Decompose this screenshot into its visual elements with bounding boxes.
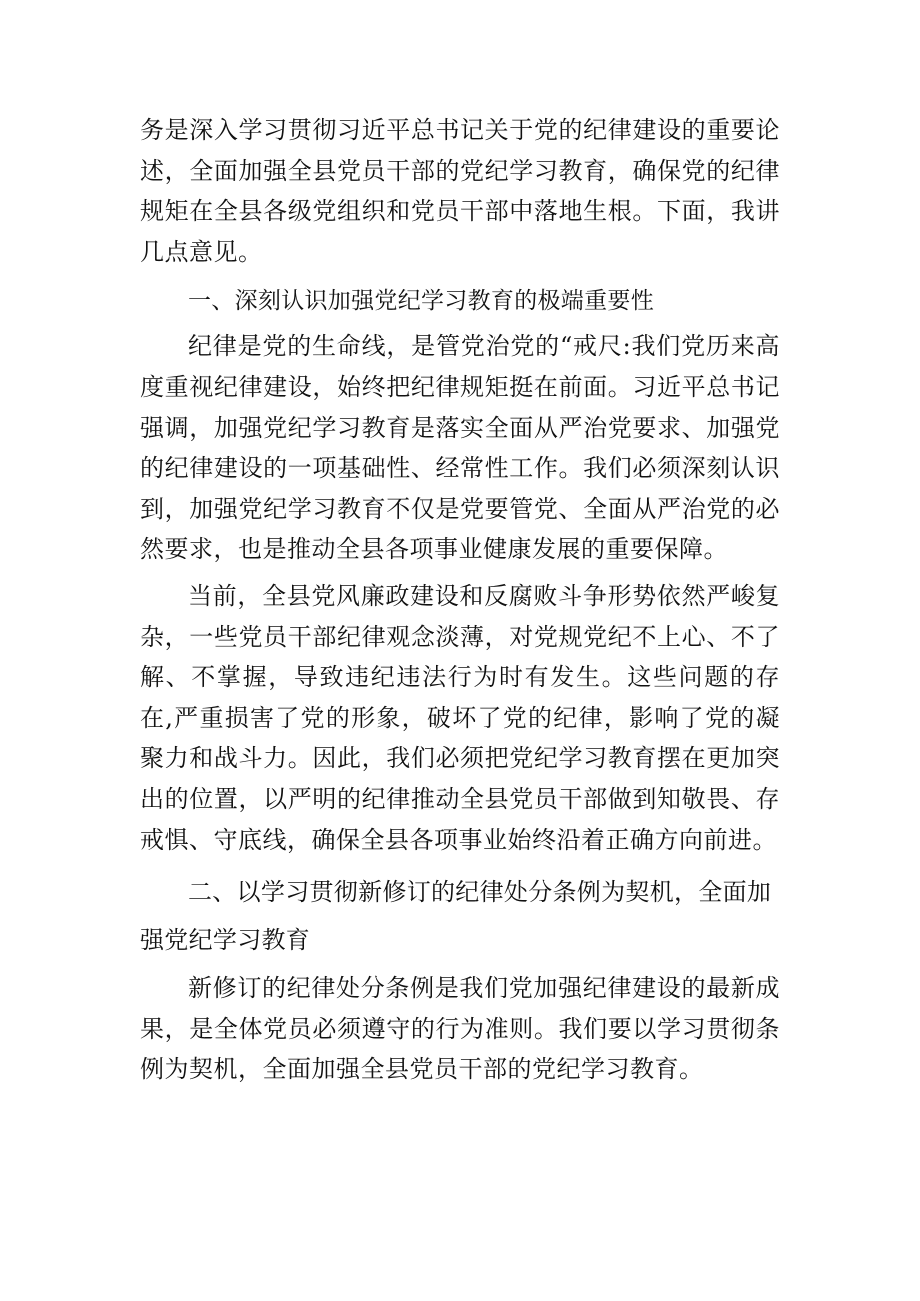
section-heading-2: 二、以学习贯彻新修订的纪律处分条例为契机，全面加强党纪学习教育 [140,878,772,955]
section-heading-1: 一、深刻认识加强党纪学习教育的极端重要性 [188,288,654,315]
paragraph-2: 当前，全县党风廉政建设和反腐败斗争形势依然严峻复杂，一些党员干部纪律观念淡薄，对党规党纪不上心、不了解、不掌握，导致违纪违法行为时有发生。这些问题的存在,严重损害了党的形象，破坏了党的纪律，影响了党的凝聚力和战斗力。因此，我们必须把党纪学习教育摆在更加突出的位置，以严明的纪律推动全县党员干部做到知敬畏、存戒惧、守底线，确保全县各项事业始终沿着正确方向前进。 [140,581,780,854]
paragraph-1: 纪律是党的生命线，是管党治党的“戒尺:我们党历来高度重视纪律建设，始终把纪律规矩挺在前面。习近平总书记强调，加强党纪学习教育是落实全面从严治党要求、加强党的纪律建设的一项基础性、经常性工作。我们必须深刻认识到，加强党纪学习教育不仅是党要管党、全面从严治党的必然要求，也是推动全县各项事业健康发展的重要保障。 [140,332,780,564]
paragraph-intro: 务是深入学习贯彻习近平总书记关于党的纪律建设的重要论述，全面加强全县党员干部的党纪学习教育，确保党的纪律规矩在全县各级党组织和党员干部中落地生根。下面，我讲几点意见。 [140,116,780,266]
document-body [140,110,780,1090]
paragraph-3: 新修订的纪律处分条例是我们党加强纪律建设的最新成果，是全体党员必须遵守的行为准则。我们要以学习贯彻条例为契机，全面加强全县党员干部的党纪学习教育。 [140,974,780,1084]
